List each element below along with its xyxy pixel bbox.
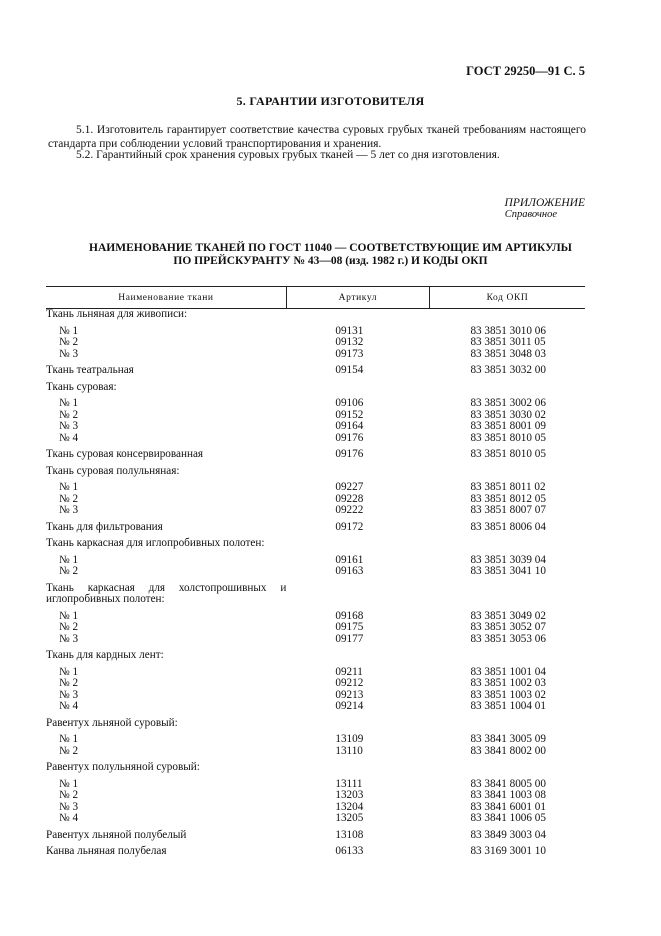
- cell-okp-code: 83 3841 8005 00: [470, 777, 546, 790]
- cell-okp-code: 83 3851 1002 03: [470, 677, 546, 689]
- cell-okp-code: 83 3851 8001 09: [470, 420, 546, 432]
- cell-name: № 4: [59, 700, 79, 712]
- cell-name-line2: иглопробивных полотен:: [46, 593, 165, 605]
- table-row-item: [46, 349, 585, 361]
- cell-okp-code: [429, 578, 585, 606]
- cell-okp-code: 83 3851 3032 00: [470, 364, 546, 376]
- cell-okp-code: 83 3851 3053 06: [470, 632, 546, 645]
- cell-name: Ткань суровая консервированная: [46, 448, 204, 460]
- word: Ткань: [46, 581, 74, 594]
- table-row-item: [46, 477, 585, 494]
- cell-article: [286, 309, 429, 321]
- header-name: Наименование ткани: [46, 287, 286, 309]
- cell-article: 09131: [335, 324, 364, 337]
- cell-article: 13110: [335, 744, 363, 757]
- cell-name: Равентух льняной суровый:: [46, 716, 178, 729]
- cell-article: 09228: [335, 492, 364, 505]
- cell-article: 13109: [335, 733, 364, 745]
- cell-name: Ткань суровая полульняная:: [46, 464, 180, 477]
- cell-article: 09222: [335, 504, 364, 516]
- cell-name: Ткань театральная: [46, 364, 134, 376]
- table-row-item: [46, 701, 585, 713]
- table-row-group: [46, 517, 585, 534]
- cell-article: 09154: [335, 364, 364, 376]
- cell-article: 09176: [335, 448, 364, 460]
- cell-article: 09176: [335, 431, 364, 444]
- cell-article: 09106: [335, 397, 364, 409]
- cell-article: 09214: [335, 700, 364, 712]
- appendix-type: Справочное: [504, 209, 557, 220]
- appendix-label: ПРИЛОЖЕНИЕ: [504, 197, 585, 209]
- table-row-item: [46, 321, 585, 338]
- cell-name: № 2: [59, 565, 79, 577]
- cell-okp-code: [429, 533, 585, 550]
- cell-article: [286, 645, 429, 662]
- cell-okp-code: 83 3851 3011 05: [470, 336, 546, 348]
- cell-name: № 1: [59, 665, 79, 678]
- cell-name: № 3: [59, 688, 79, 701]
- cell-okp-code: 83 3851 3049 02: [470, 609, 546, 622]
- cell-article: 09227: [335, 481, 364, 493]
- cell-name: Ткань льняная для живописи:: [46, 308, 188, 320]
- table-body: [46, 309, 585, 858]
- cell-okp-code: [429, 713, 585, 730]
- cell-okp-code: 83 3851 1001 04: [470, 665, 546, 678]
- table-row-group: [46, 645, 585, 662]
- cell-name: № 1: [59, 553, 79, 566]
- cell-name: № 3: [59, 504, 79, 516]
- header-article: Артикул: [286, 287, 429, 309]
- cell-okp-code: 83 3849 3003 04: [470, 828, 546, 841]
- cell-article: 13108: [335, 828, 364, 841]
- cell-okp-code: 83 3169 3001 10: [470, 845, 546, 857]
- table-row-item: [46, 550, 585, 567]
- table-header-row: [46, 287, 585, 309]
- table-row-item: [46, 662, 585, 679]
- cell-article: [286, 461, 429, 478]
- table-row-group: [46, 825, 585, 842]
- cell-okp-code: [429, 461, 585, 478]
- cell-article: [286, 377, 429, 394]
- cell-article: 06133: [335, 845, 364, 857]
- cell-name: № 2: [59, 492, 79, 505]
- cell-okp-code: [429, 377, 585, 394]
- cell-name: [46, 578, 286, 606]
- cell-name: Ткань для фильтрования: [46, 520, 163, 533]
- cell-article: 09177: [335, 632, 364, 645]
- cell-article: [286, 757, 429, 774]
- cell-article: 09173: [335, 347, 364, 360]
- table-row-group: [46, 360, 585, 377]
- cell-article: 13205: [335, 812, 364, 824]
- table-row-item: [46, 678, 585, 690]
- cell-name: Канва льняная полубелая: [46, 845, 167, 857]
- cell-name: № 3: [59, 347, 79, 360]
- table-row-item: [46, 337, 585, 349]
- cell-name: № 1: [59, 481, 79, 493]
- cell-article: 13204: [335, 800, 364, 813]
- word: для: [148, 581, 166, 594]
- table-row-item: [46, 393, 585, 410]
- cell-okp-code: [429, 309, 585, 321]
- table-row-item: [46, 433, 585, 445]
- table-row-item: [46, 421, 585, 433]
- cell-okp-code: 83 3851 1003 02: [470, 688, 546, 701]
- cell-okp-code: 83 3851 3010 06: [470, 324, 546, 337]
- cell-article: 09164: [335, 420, 364, 432]
- cell-article: 09211: [335, 665, 363, 678]
- table-title-line1: НАИМЕНОВАНИЕ ТКАНЕЙ ПО ГОСТ 11040 — СООТВЕТСТВУЮЩИЕ ИМ АРТИКУЛЫ: [89, 242, 572, 254]
- table-row-group: [46, 377, 585, 394]
- table-row-item: [46, 813, 585, 825]
- cell-article: 13203: [335, 789, 364, 801]
- table-row-item: [46, 774, 585, 791]
- cell-name: Ткань для кардных лент:: [46, 649, 164, 661]
- cell-name: № 2: [59, 621, 79, 633]
- cell-name: № 3: [59, 800, 79, 813]
- table-row-item: [46, 566, 585, 578]
- cell-okp-code: 83 3851 3039 04: [470, 553, 546, 566]
- cell-name: № 2: [59, 744, 79, 757]
- cell-name: № 3: [59, 420, 79, 432]
- cell-okp-code: 83 3851 8007 07: [470, 504, 546, 516]
- cell-okp-code: 83 3841 3005 09: [470, 733, 546, 745]
- cell-article: 09172: [335, 520, 364, 533]
- cell-okp-code: 83 3851 3030 02: [470, 408, 546, 421]
- word: холстопрошивных: [178, 581, 267, 594]
- table-row-group: [46, 461, 585, 478]
- cell-article: [286, 533, 429, 550]
- cell-name: № 2: [59, 789, 79, 801]
- cell-okp-code: [429, 757, 585, 774]
- table-row-group: [46, 578, 585, 606]
- cell-okp-code: 83 3841 6001 01: [470, 800, 546, 813]
- table-row-item: [46, 622, 585, 634]
- paragraph-5-1: 5.1. Изготовитель гарантирует соответствие качества суровых грубых тканей требованиям настоящего стандарта при соблюдении условий транспортирования и хранения.: [48, 124, 586, 150]
- cell-name: № 1: [59, 324, 79, 337]
- cell-article: 13111: [335, 777, 363, 790]
- table-row-item: [46, 746, 585, 758]
- table-row-group: [46, 757, 585, 774]
- table-row-group: [46, 841, 585, 858]
- cell-okp-code: 83 3851 3041 10: [470, 565, 546, 577]
- cell-okp-code: [429, 645, 585, 662]
- paragraph-5-2: 5.2. Гарантийный срок хранения суровых грубых тканей — 5 лет со дня изготовления.: [76, 149, 500, 161]
- cell-name: Ткань каркасная для иглопробивных полотен:: [46, 537, 265, 549]
- section-title: 5. ГАРАНТИИ ИЗГОТОВИТЕЛЯ: [236, 94, 425, 108]
- cell-okp-code: 83 3851 3048 03: [470, 347, 546, 360]
- cell-article: 09212: [335, 677, 364, 689]
- cell-name: № 1: [59, 733, 79, 745]
- table-row-item: [46, 505, 585, 517]
- table-row-group: [46, 444, 585, 461]
- fabric-table: [46, 286, 585, 858]
- cell-article: 09161: [335, 553, 364, 566]
- cell-article: 09163: [335, 565, 364, 577]
- cell-name: № 3: [59, 632, 79, 645]
- cell-article: 09168: [335, 609, 364, 622]
- cell-okp-code: 83 3851 8012 05: [470, 492, 546, 505]
- cell-okp-code: 83 3841 8002 00: [470, 744, 546, 757]
- table-title: [0, 242, 661, 268]
- cell-name: № 1: [59, 609, 79, 622]
- cell-name: № 2: [59, 408, 79, 421]
- cell-name: Равентух льняной полубелый: [46, 828, 187, 841]
- table-row-item: [46, 790, 585, 802]
- cell-okp-code: 83 3841 1006 05: [470, 812, 546, 824]
- word: и: [280, 581, 287, 594]
- cell-name: № 2: [59, 336, 79, 348]
- cell-article: 09213: [335, 688, 364, 701]
- table-row-item: [46, 606, 585, 623]
- cell-okp-code: 83 3851 8006 04: [470, 520, 546, 533]
- cell-article: [286, 578, 429, 606]
- cell-article: 09132: [335, 336, 364, 348]
- cell-okp-code: 83 3851 8011 02: [470, 481, 546, 493]
- cell-name: № 1: [59, 777, 79, 790]
- cell-name: № 2: [59, 677, 79, 689]
- header-okp-code: Код ОКП: [429, 287, 585, 309]
- cell-article: 09152: [335, 408, 364, 421]
- cell-name: Ткань суровая:: [46, 380, 117, 393]
- table-row-item: [46, 729, 585, 746]
- cell-okp-code: 83 3851 8010 05: [470, 431, 546, 444]
- cell-okp-code: 83 3851 3052 07: [470, 621, 546, 633]
- table-row-group: [46, 309, 585, 321]
- cell-article: 09175: [335, 621, 364, 633]
- cell-name: № 4: [59, 431, 79, 444]
- table-row-group: [46, 533, 585, 550]
- cell-name: № 1: [59, 397, 79, 409]
- cell-okp-code: 83 3851 8010 05: [470, 448, 546, 460]
- table-row-group: [46, 713, 585, 730]
- cell-article: [286, 713, 429, 730]
- page-header: ГОСТ 29250—91 С. 5: [466, 64, 585, 78]
- word: каркасная: [87, 581, 135, 594]
- cell-okp-code: 83 3851 1004 01: [470, 700, 546, 712]
- table-title-line2: ПО ПРЕЙСКУРАНТУ № 43—08 (изд. 1982 г.) И КОДЫ ОКП: [173, 255, 488, 267]
- cell-okp-code: 83 3841 1003 08: [470, 789, 546, 801]
- cell-name: № 4: [59, 812, 79, 824]
- appendix-label-block: [505, 197, 585, 221]
- cell-name: Равентух полульняной суровый:: [46, 761, 200, 773]
- cell-okp-code: 83 3851 3002 06: [470, 397, 546, 409]
- table-row-item: [46, 634, 585, 646]
